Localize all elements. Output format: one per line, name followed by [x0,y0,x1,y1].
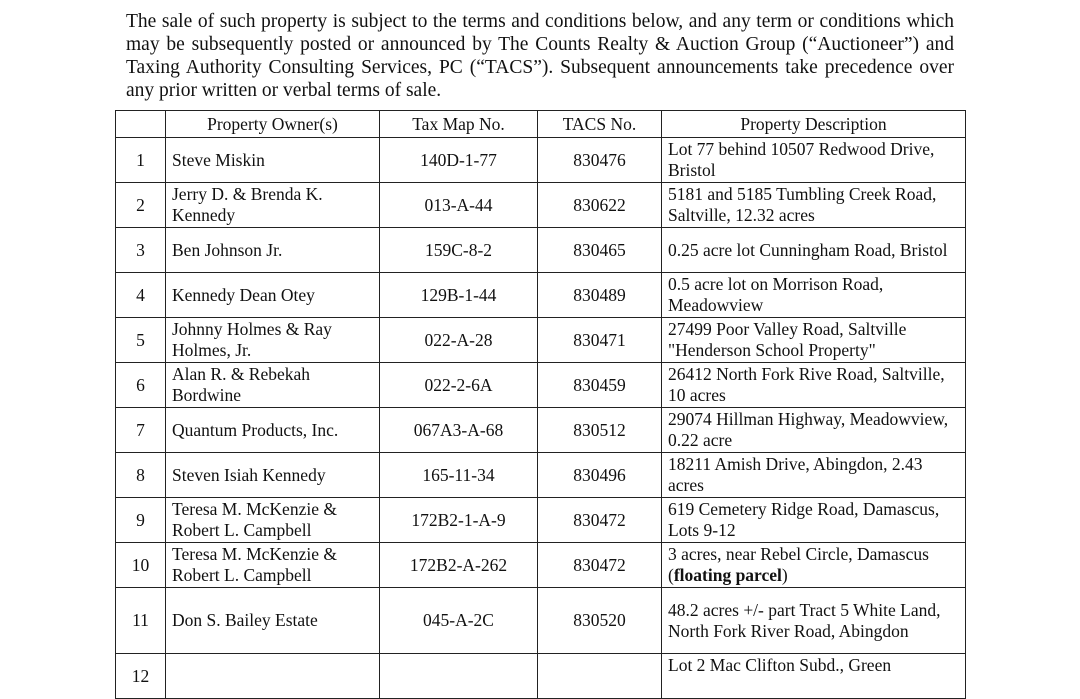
description-paren-open: ( [668,565,674,585]
row-owner: Steve Miskin [166,138,380,183]
row-tacs: 830496 [538,453,662,498]
terms-intro-paragraph: The sale of such property is subject to the terms and conditions below, and any term or conditions which may be subsequently posted or announced by The Counts Realty & Auction Group (“Auctioneer”) and Taxing Authority Consulting Services, PC (“TACS”). Subsequent announcements take precedence over any prior written or verbal terms of sale. [126,10,954,101]
row-tacs [538,654,662,699]
row-number: 12 [116,654,166,699]
row-tacs: 830520 [538,588,662,654]
row-tax-map: 022-2-6A [380,363,538,408]
table-row [116,138,966,183]
header-number [116,111,166,138]
row-owner: Alan R. & Rebekah Bordwine [166,363,380,408]
table-header-row [116,111,966,138]
row-tax-map: 140D-1-77 [380,138,538,183]
row-number: 9 [116,498,166,543]
table-row [116,318,966,363]
description-paren-close: ) [781,565,788,585]
table-row [116,408,966,453]
row-number: 3 [116,228,166,273]
row-owner: Steven Isiah Kennedy [166,453,380,498]
table-row [116,363,966,408]
row-tax-map: 172B2-1-A-9 [380,498,538,543]
header-tacs: TACS No. [538,111,662,138]
row-tax-map: 022-A-28 [380,318,538,363]
row-description: 48.2 acres +/- part Tract 5 White Land, North Fork River Road, Abingdon [662,588,966,654]
table-row [116,228,966,273]
header-description: Property Description [662,111,966,138]
table-row [116,543,966,588]
row-tax-map: 129B-1-44 [380,273,538,318]
table-row [116,498,966,543]
row-description: 619 Cemetery Ridge Road, Damascus, Lots 9-12 [662,498,966,543]
row-tacs: 830459 [538,363,662,408]
row-description: 5181 and 5185 Tumbling Creek Road, Saltville, 12.32 acres [662,183,966,228]
row-description: 18211 Amish Drive, Abingdon, 2.43 acres [662,453,966,498]
row-number: 1 [116,138,166,183]
row-owner: Jerry D. & Brenda K. Kennedy [166,183,380,228]
row-tacs: 830465 [538,228,662,273]
table-row [116,588,966,654]
row-tacs: 830622 [538,183,662,228]
row-number: 7 [116,408,166,453]
row-tacs: 830512 [538,408,662,453]
table-row [116,273,966,318]
row-owner: Kennedy Dean Otey [166,273,380,318]
row-tax-map: 013-A-44 [380,183,538,228]
row-owner: Teresa M. McKenzie & Robert L. Campbell [166,543,380,588]
row-owner: Ben Johnson Jr. [166,228,380,273]
row-tax-map [380,654,538,699]
row-description: 0.5 acre lot on Morrison Road, Meadowview [662,273,966,318]
row-tacs: 830472 [538,543,662,588]
row-number: 6 [116,363,166,408]
row-tax-map: 165-11-34 [380,453,538,498]
row-description: 0.25 acre lot Cunningham Road, Bristol [662,228,966,273]
row-tacs: 830476 [538,138,662,183]
row-owner: Don S. Bailey Estate [166,588,380,654]
row-number: 4 [116,273,166,318]
row-number: 2 [116,183,166,228]
row-description: Lot 2 Mac Clifton Subd., Green [662,654,966,699]
row-tax-map: 159C-8-2 [380,228,538,273]
header-owner: Property Owner(s) [166,111,380,138]
row-owner: Johnny Holmes & Ray Holmes, Jr. [166,318,380,363]
row-description: 26412 North Fork Rive Road, Saltville, 10 acres [662,363,966,408]
table-row [116,654,966,699]
row-owner: Teresa M. McKenzie & Robert L. Campbell [166,498,380,543]
row-tax-map: 172B2-A-262 [380,543,538,588]
row-tax-map: 067A3-A-68 [380,408,538,453]
row-tacs: 830472 [538,498,662,543]
header-tax-map: Tax Map No. [380,111,538,138]
row-description: 29074 Hillman Highway, Meadowview, 0.22 acre [662,408,966,453]
row-tax-map: 045-A-2C [380,588,538,654]
table-row [116,183,966,228]
floating-parcel-note: floating parcel [673,565,782,585]
row-description: 27499 Poor Valley Road, Saltville "Henderson School Property" [662,318,966,363]
row-owner [166,654,380,699]
table-row [116,453,966,498]
row-number: 11 [116,588,166,654]
row-number: 10 [116,543,166,588]
row-tacs: 830489 [538,273,662,318]
row-description [662,543,966,588]
description-text: 3 acres, near Rebel Circle, Damascus [668,544,929,564]
row-owner: Quantum Products, Inc. [166,408,380,453]
row-tacs: 830471 [538,318,662,363]
row-number: 5 [116,318,166,363]
row-number: 8 [116,453,166,498]
row-description: Lot 77 behind 10507 Redwood Drive, Bristol [662,138,966,183]
property-table [115,110,966,699]
